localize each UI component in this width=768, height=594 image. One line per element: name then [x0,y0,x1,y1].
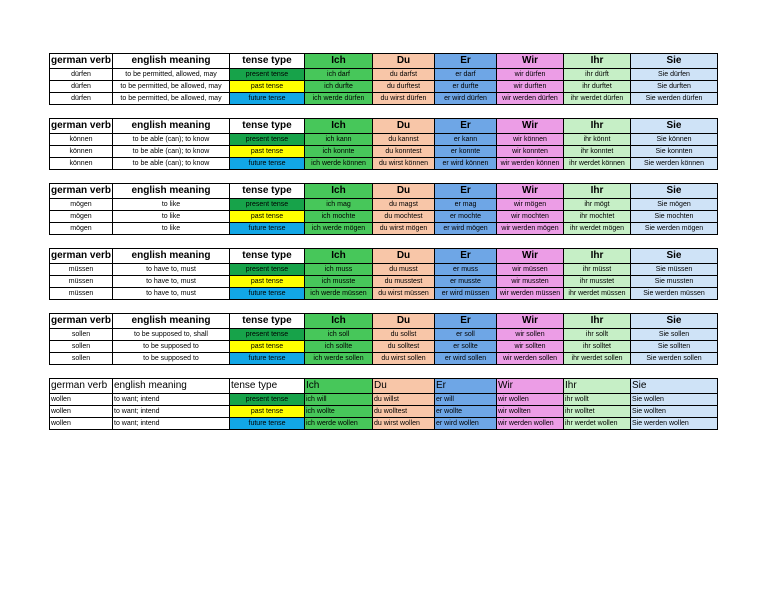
verb-cell: mögen [50,199,113,211]
verb-cell: dürfen [50,93,113,105]
conjugation-cell: Sie werden sollen [631,353,718,365]
table-row [50,276,718,288]
conjugation-cell: du wirst wollen [373,418,435,430]
conjugation-cell: ihr werdet dürfen [564,93,631,105]
conjugation-cell: er musste [435,276,497,288]
table-row [50,134,718,146]
conjugation-cell: ich durfte [305,81,373,93]
meaning-cell: to be supposed to [113,341,230,353]
header-cell: tense type [230,119,305,134]
conjugation-cell: er wird dürfen [435,93,497,105]
conjugation-cell: du durftest [373,81,435,93]
meaning-cell: to be able (can); to know [113,158,230,170]
meaning-cell: to like [113,199,230,211]
header-cell: Sie [631,379,718,394]
conjugation-cell: wir wollen [497,394,564,406]
conjugation-cell: wir wollten [497,406,564,418]
conjugation-cell: er kann [435,134,497,146]
table-row [50,199,718,211]
header-cell: Du [373,314,435,329]
header-cell: english meaning [113,314,230,329]
conjugation-cell: du wirst müssen [373,288,435,300]
header-cell: Ich [305,249,373,264]
conjugation-cell: wir werden wollen [497,418,564,430]
verb-cell: wollen [50,418,113,430]
conjugation-cell: ich werde wollen [305,418,373,430]
conjugation-cell: du konntest [373,146,435,158]
verb-cell: mögen [50,211,113,223]
header-cell: Ich [305,184,373,199]
conjugation-cell: ihr könnt [564,134,631,146]
header-cell: german verb [50,379,113,394]
tense-cell: past tense [230,211,305,223]
conjugation-cell: ihr werdet können [564,158,631,170]
conjugation-cell: Sie werden können [631,158,718,170]
header-cell: Er [435,119,497,134]
conjugation-cell: ihr wolltet [564,406,631,418]
conjugation-cell: wir werden mögen [497,223,564,235]
conjugation-cell: Sie mochten [631,211,718,223]
conjugation-cell: wir mögen [497,199,564,211]
tense-cell: present tense [230,199,305,211]
conjugation-cell: er soll [435,329,497,341]
header-cell: english meaning [113,379,230,394]
conjugation-cell: ihr werdet wollen [564,418,631,430]
conjugation-cell: ihr dürft [564,69,631,81]
table-row [50,264,718,276]
conjugation-cell: Sie werden müssen [631,288,718,300]
conjugation-cell: ihr werdet mögen [564,223,631,235]
header-cell: Wir [497,54,564,69]
conjugation-cell: du solltest [373,341,435,353]
conjugation-cell: ich mag [305,199,373,211]
header-cell: Ihr [564,184,631,199]
tense-cell: past tense [230,341,305,353]
header-cell: Du [373,249,435,264]
meaning-cell: to have to, must [113,276,230,288]
header-cell: Wir [497,249,564,264]
tense-cell: past tense [230,276,305,288]
header-cell: Ihr [564,119,631,134]
conjugation-cell: er muss [435,264,497,276]
header-cell: Er [435,249,497,264]
header-cell: english meaning [113,184,230,199]
header-cell: german verb [50,54,113,69]
conjugation-cell: ich darf [305,69,373,81]
conjugation-cell: er darf [435,69,497,81]
verb-cell: mögen [50,223,113,235]
meaning-cell: to be permitted, be allowed, may [113,93,230,105]
conjugation-cell: ich sollte [305,341,373,353]
conjugation-cell: ihr konntet [564,146,631,158]
verb-cell: können [50,134,113,146]
table-row [50,223,718,235]
conjugation-cell: wir werden müssen [497,288,564,300]
header-cell: Du [373,119,435,134]
conjugation-cell: Sie sollen [631,329,718,341]
conjugation-cell: er mag [435,199,497,211]
table-row [50,81,718,93]
table-row [50,341,718,353]
conjugation-cell: du wirst mögen [373,223,435,235]
meaning-cell: to have to, must [113,264,230,276]
tense-cell: past tense [230,81,305,93]
meaning-cell: to have to, must [113,288,230,300]
header-cell: Ich [305,379,373,394]
header-cell: german verb [50,184,113,199]
header-cell: Sie [631,314,718,329]
conjugation-cell: du mochtest [373,211,435,223]
table-row [50,93,718,105]
header-cell: german verb [50,119,113,134]
conjugation-cell: ihr werdet sollen [564,353,631,365]
meaning-cell: to want; intend [113,406,230,418]
table-row [50,146,718,158]
tense-cell: future tense [230,158,305,170]
table-row [50,353,718,365]
conjugation-cell: du magst [373,199,435,211]
meaning-cell: to be supposed to [113,353,230,365]
header-cell: Du [373,184,435,199]
verb-cell: sollen [50,341,113,353]
conjugation-cell: du musstest [373,276,435,288]
conjugation-cell: du wirst dürfen [373,93,435,105]
header-cell: english meaning [113,249,230,264]
header-row [50,54,718,69]
header-cell: Ich [305,314,373,329]
conjugation-cell: er wird wollen [435,418,497,430]
header-cell: Sie [631,119,718,134]
verb-table [49,118,718,170]
header-cell: Er [435,314,497,329]
conjugation-cell: Sie werden dürfen [631,93,718,105]
header-cell: Er [435,379,497,394]
conjugation-cell: wir mochten [497,211,564,223]
tense-cell: future tense [230,353,305,365]
conjugation-cell: wir konnten [497,146,564,158]
conjugation-cell: du wirst können [373,158,435,170]
conjugation-cell: er wird sollen [435,353,497,365]
conjugation-cell: wir sollen [497,329,564,341]
meaning-cell: to like [113,211,230,223]
conjugation-cell: er konnte [435,146,497,158]
tense-cell: past tense [230,146,305,158]
tense-cell: future tense [230,93,305,105]
tense-cell: present tense [230,264,305,276]
conjugation-cell: du sollst [373,329,435,341]
conjugation-cell: ich werde sollen [305,353,373,365]
conjugation-cell: Sie werden wollen [631,418,718,430]
table-row [50,211,718,223]
header-cell: Sie [631,249,718,264]
conjugation-sheet [49,53,717,430]
verb-cell: sollen [50,353,113,365]
conjugation-cell: er wollte [435,406,497,418]
conjugation-cell: ich werde müssen [305,288,373,300]
conjugation-cell: Sie werden mögen [631,223,718,235]
meaning-cell: to want; intend [113,418,230,430]
header-row [50,249,718,264]
meaning-cell: to be permitted, allowed, may [113,69,230,81]
conjugation-cell: wir werden sollen [497,353,564,365]
header-cell: Du [373,379,435,394]
table-row [50,394,718,406]
table-row [50,69,718,81]
tense-cell: present tense [230,394,305,406]
verb-cell: müssen [50,288,113,300]
table-row [50,329,718,341]
conjugation-cell: du kannst [373,134,435,146]
tense-cell: past tense [230,406,305,418]
conjugation-cell: du willst [373,394,435,406]
verb-cell: können [50,158,113,170]
header-cell: english meaning [113,119,230,134]
tense-cell: future tense [230,288,305,300]
conjugation-cell: ich will [305,394,373,406]
conjugation-cell: wir können [497,134,564,146]
conjugation-cell: Sie sollten [631,341,718,353]
conjugation-cell: wir durften [497,81,564,93]
header-cell: Ihr [564,379,631,394]
conjugation-cell: ich werde mögen [305,223,373,235]
conjugation-cell: Sie mussten [631,276,718,288]
conjugation-cell: wir werden können [497,158,564,170]
meaning-cell: to want; intend [113,394,230,406]
verb-table [49,378,718,430]
conjugation-cell: du wirst sollen [373,353,435,365]
meaning-cell: to be permitted, be allowed, may [113,81,230,93]
verb-cell: dürfen [50,81,113,93]
conjugation-cell: er mochte [435,211,497,223]
verb-table [49,183,718,235]
conjugation-cell: Sie durften [631,81,718,93]
conjugation-cell: er wird müssen [435,288,497,300]
header-row [50,314,718,329]
conjugation-cell: wir mussten [497,276,564,288]
conjugation-cell: du musst [373,264,435,276]
table-row [50,288,718,300]
header-cell: tense type [230,379,305,394]
verb-cell: müssen [50,276,113,288]
header-cell: Ihr [564,54,631,69]
header-cell: tense type [230,249,305,264]
conjugation-cell: wir werden dürfen [497,93,564,105]
header-cell: german verb [50,249,113,264]
verb-cell: sollen [50,329,113,341]
verb-cell: müssen [50,264,113,276]
tense-cell: future tense [230,223,305,235]
meaning-cell: to like [113,223,230,235]
meaning-cell: to be supposed to, shall [113,329,230,341]
header-cell: Ihr [564,249,631,264]
header-row [50,184,718,199]
verb-table [49,248,718,300]
tense-cell: present tense [230,69,305,81]
conjugation-cell: er wird können [435,158,497,170]
conjugation-cell: er will [435,394,497,406]
header-cell: Er [435,54,497,69]
conjugation-cell: ich musste [305,276,373,288]
conjugation-cell: ihr mögt [564,199,631,211]
meaning-cell: to be able (can); to know [113,134,230,146]
verb-table [49,53,718,105]
verb-cell: wollen [50,394,113,406]
verb-cell: können [50,146,113,158]
header-cell: Ich [305,119,373,134]
table-row [50,406,718,418]
header-cell: Wir [497,314,564,329]
conjugation-cell: ihr müsst [564,264,631,276]
header-cell: Sie [631,184,718,199]
conjugation-cell: ich soll [305,329,373,341]
conjugation-cell: du darfst [373,69,435,81]
header-cell: Wir [497,119,564,134]
conjugation-cell: ich werde dürfen [305,93,373,105]
conjugation-cell: wir sollten [497,341,564,353]
table-row [50,418,718,430]
conjugation-cell: ich mochte [305,211,373,223]
table-row [50,158,718,170]
conjugation-cell: Sie wollten [631,406,718,418]
header-cell: Wir [497,379,564,394]
conjugation-cell: Sie können [631,134,718,146]
conjugation-cell: Sie konnten [631,146,718,158]
header-cell: Sie [631,54,718,69]
header-cell: Du [373,54,435,69]
conjugation-cell: Sie müssen [631,264,718,276]
header-row [50,119,718,134]
conjugation-cell: Sie wollen [631,394,718,406]
conjugation-cell: ihr sollt [564,329,631,341]
conjugation-cell: ihr werdet müssen [564,288,631,300]
header-cell: german verb [50,314,113,329]
header-cell: Er [435,184,497,199]
tense-cell: present tense [230,329,305,341]
header-cell: english meaning [113,54,230,69]
conjugation-cell: ihr durftet [564,81,631,93]
header-row [50,379,718,394]
conjugation-cell: er wird mögen [435,223,497,235]
conjugation-cell: ihr solltet [564,341,631,353]
conjugation-cell: Sie dürfen [631,69,718,81]
verb-cell: wollen [50,406,113,418]
conjugation-cell: ich wollte [305,406,373,418]
conjugation-cell: ihr mochtet [564,211,631,223]
conjugation-cell: ich muss [305,264,373,276]
meaning-cell: to be able (can); to know [113,146,230,158]
conjugation-cell: Sie mögen [631,199,718,211]
conjugation-cell: ihr wollt [564,394,631,406]
conjugation-cell: du wolltest [373,406,435,418]
verb-table [49,313,718,365]
header-cell: Wir [497,184,564,199]
tense-cell: present tense [230,134,305,146]
conjugation-cell: ich werde können [305,158,373,170]
header-cell: Ihr [564,314,631,329]
header-cell: Ich [305,54,373,69]
conjugation-cell: er sollte [435,341,497,353]
conjugation-cell: ich kann [305,134,373,146]
verb-cell: dürfen [50,69,113,81]
conjugation-cell: ich konnte [305,146,373,158]
header-cell: tense type [230,184,305,199]
conjugation-cell: wir dürfen [497,69,564,81]
conjugation-cell: er durfte [435,81,497,93]
conjugation-cell: wir müssen [497,264,564,276]
tense-cell: future tense [230,418,305,430]
header-cell: tense type [230,54,305,69]
conjugation-cell: ihr musstet [564,276,631,288]
header-cell: tense type [230,314,305,329]
